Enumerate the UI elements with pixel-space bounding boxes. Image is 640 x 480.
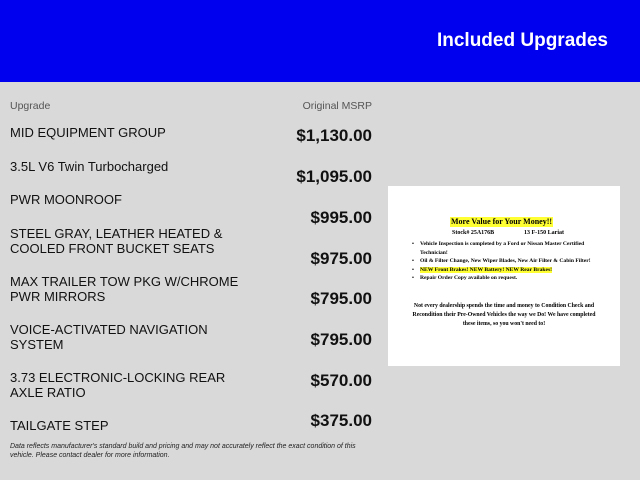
bullet-icon: • [412, 258, 414, 264]
upgrade-column-header: Upgrade [10, 100, 51, 112]
bullet-icon: • [412, 266, 414, 273]
upgrade-name: 3.5L V6 Twin Turbocharged [10, 159, 169, 174]
upgrade-name: MAX TRAILER TOW PKG W/CHROME PWR MIRRORS [10, 274, 239, 304]
sticker-note: Not every dealership spends the time and money to Condition Check and Recondition their Pre-Owned Vehicles the way we Do! We have completed these items, so you won't need to! [412, 303, 596, 327]
upgrade-price: $1,095.00 [296, 167, 372, 186]
sticker-bullet-text: NEW Front Brakes! NEW Battery! NEW Rear Brakes! [420, 266, 553, 273]
page-title: Included Upgrades [436, 30, 608, 51]
sticker-bullet-text: Vehicle Inspection is completed by a Ford or Nissan Master Certified Technician! [420, 241, 585, 256]
upgrade-name: PWR MOONROOF [10, 192, 122, 207]
sticker-bullet-text: Repair Order Copy available on request. [420, 275, 518, 281]
upgrade-price: $795.00 [310, 289, 372, 308]
header-banner [0, 0, 640, 82]
upgrade-price: $375.00 [310, 411, 372, 430]
value-sticker-image [388, 186, 620, 366]
bullet-icon: • [412, 241, 414, 247]
upgrade-name: MID EQUIPMENT GROUP [10, 125, 166, 140]
sticker-bullet-list [412, 240, 612, 283]
upgrade-price: $975.00 [310, 249, 372, 268]
upgrade-price: $570.00 [310, 371, 372, 390]
upgrade-price: $795.00 [310, 330, 372, 349]
sticker-bullet [412, 266, 612, 275]
disclaimer-text: Data reflects manufacturer's standard build and pricing and may not accurately reflect the exact condition of this vehicle. Please contact dealer for more information. [10, 443, 356, 459]
upgrade-price: $1,130.00 [296, 126, 372, 145]
upgrade-name: TAILGATE STEP [10, 418, 109, 433]
upgrade-name: 3.73 ELECTRONIC-LOCKING REAR AXLE RATIO [10, 370, 226, 400]
upgrade-price: $995.00 [310, 208, 372, 227]
sticker-bullet [412, 257, 612, 266]
upgrade-name: VOICE-ACTIVATED NAVIGATION SYSTEM [10, 322, 208, 352]
sticker-bullet [412, 240, 612, 257]
sticker-bullet-text: Oil & Filter Change, New Wiper Blades, New Air Filter & Cabin Filter! [420, 258, 591, 264]
sticker-bullet [412, 274, 612, 283]
msrp-column-header: Original MSRP [302, 100, 372, 112]
sticker-model: 13 F-150 Lariat [524, 230, 564, 236]
sticker-title: More Value for Your Money!! [451, 217, 553, 226]
upgrade-name: STEEL GRAY, LEATHER HEATED & COOLED FRONT BUCKET SEATS [10, 226, 223, 256]
bullet-icon: • [412, 275, 414, 281]
sticker-stock-number: Stock# 25A176B [452, 230, 495, 236]
